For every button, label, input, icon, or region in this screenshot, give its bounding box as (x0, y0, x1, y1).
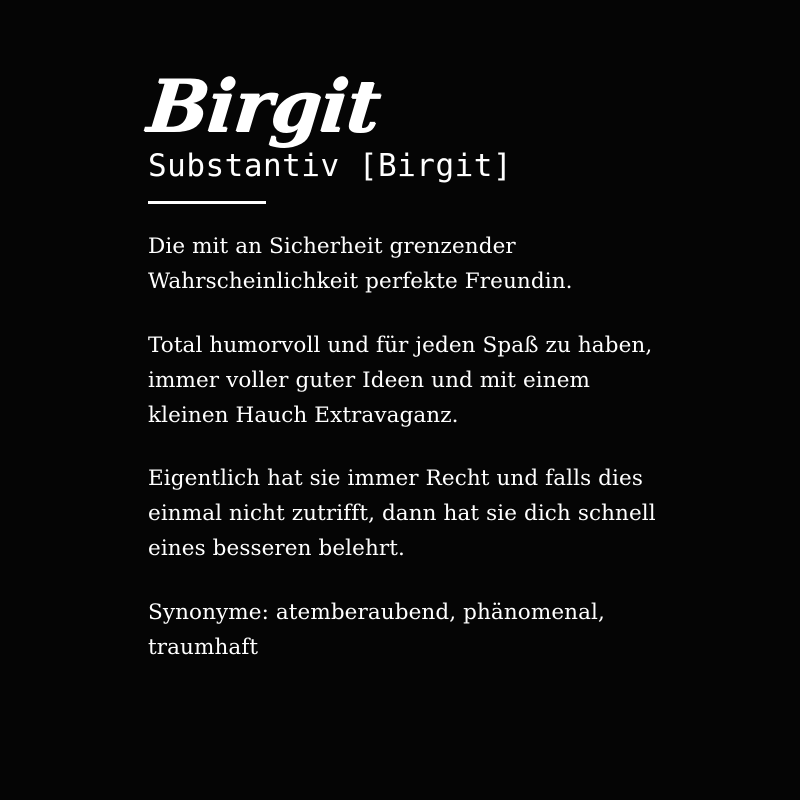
synonyms-paragraph: Synonyme: atemberaubend, phänomenal, traumhaft (148, 599, 605, 660)
divider (148, 201, 266, 204)
definition-paragraph-3: Eigentlich hat sie immer Recht und falls dies einmal nicht zutrifft, dann hat sie dich schnell eines besseren belehrt. (148, 466, 656, 561)
word-type-subtitle: Substantiv [Birgit] (148, 148, 513, 184)
definition-paragraph-2: Total humorvoll und für jeden Spaß zu haben, immer voller guter Ideen und mit einem kleinen Hauch Extravaganz. (148, 332, 653, 428)
definition-paragraph-1: Die mit an Sicherheit grenzender Wahrscheinlichkeit perfekte Freundin. (148, 234, 573, 295)
page-title: Birgit (143, 63, 384, 148)
